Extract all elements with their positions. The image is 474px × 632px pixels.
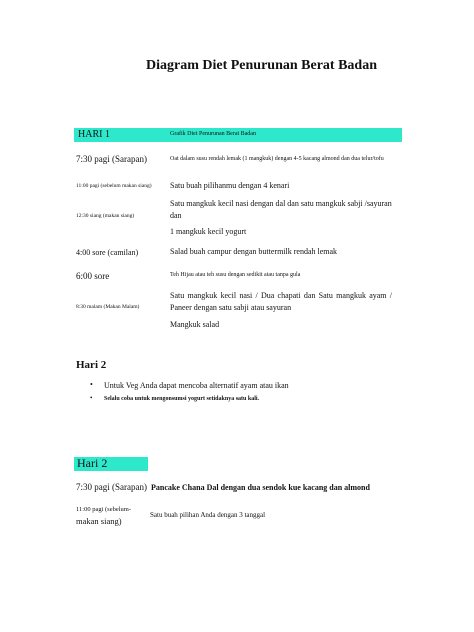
day1-time-evening: 6:00 sore <box>76 271 110 281</box>
day1-desc-breakfast: Oat dalam susu rendah lemak (1 mangkuk) dengan 4-5 kacang almond dan dua telur/tofu <box>170 156 384 162</box>
day1-desc-lunch: Satu mangkuk kecil nasi dengan dal dan satu mangkuk sabji /sayuran dan <box>170 199 392 220</box>
day1-desc-snack-morning: Satu buah pilihanmu dengan 4 kenari <box>170 181 290 190</box>
notes-heading: Hari 2 <box>76 359 107 371</box>
day2-time-snack-line2: makan siang) <box>76 516 122 526</box>
day1-desc-dinner: Satu mangkuk kecil nasi / Dua chapati dan Satu mangkuk ayam / Paneer dengan satu sabji atau sayuran <box>170 291 392 312</box>
notes-bullet-1: Untuk Veg Anda dapat mencoba alternatif ayam atau ikan <box>104 381 289 390</box>
bullet-dot-2: • <box>90 394 93 402</box>
day2-time-breakfast: 7:30 pagi (Sarapan) <box>76 482 147 492</box>
day1-desc-evening: Teh Hijau atau teh susu dengan sedikit atau tanpa gula <box>170 272 301 278</box>
day2-desc-snack: Satu buah pilihan Anda dengan 3 tanggal <box>150 511 266 519</box>
day1-label: HARI 1 <box>78 129 110 140</box>
day1-time-breakfast: 7:30 pagi (Sarapan) <box>76 154 147 164</box>
day1-time-snack-morning: 11:00 pagi (sebelum makan siang) <box>76 183 152 189</box>
notes-bullet-2: Selalu coba untuk mengonsumsi yogurt setidaknya satu kali. <box>104 396 260 402</box>
day2-desc-breakfast: Pancake Chana Dal dengan dua sendok kue kacang dan almond <box>151 483 370 492</box>
day2-label: Hari 2 <box>77 456 108 470</box>
day1-desc-lunch-2: 1 mangkuk kecil yogurt <box>170 227 247 236</box>
day1-header-right: Grafik Diet Penurunan Berat Badan <box>170 131 256 137</box>
bullet-dot-1: • <box>90 380 93 389</box>
page-title: Diagram Diet Penurunan Berat Badan <box>146 58 377 73</box>
day1-desc-dinner-2: Mangkuk salad <box>170 320 220 329</box>
day1-time-snack-afternoon: 4:00 sore (camilan) <box>76 248 139 257</box>
day1-desc-snack-afternoon: Salad buah campur dengan buttermilk rendah lemak <box>170 247 338 256</box>
day1-time-dinner: 8:30 malam (Makan Malam) <box>76 304 140 310</box>
day2-time-snack-line1: 11:00 pagi (sebelum- <box>76 506 131 513</box>
day1-time-lunch: 12:30 siang (makan siang) <box>76 213 135 219</box>
